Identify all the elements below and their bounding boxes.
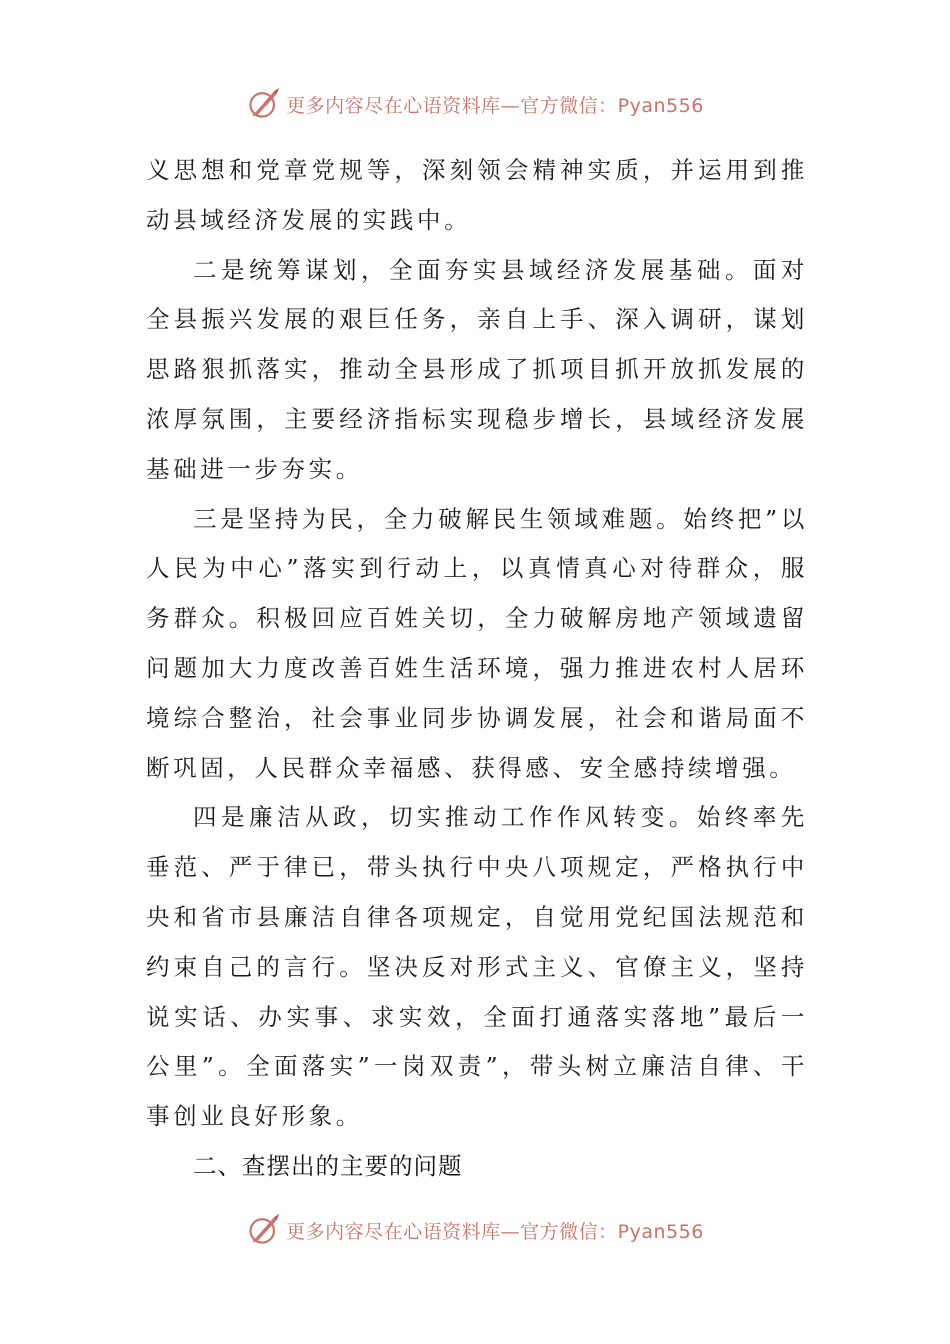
quill-logo-icon	[246, 86, 282, 122]
quill-logo-icon	[246, 1212, 282, 1248]
paragraph-1: 义思想和党章党规等，深刻领会精神实质，并运用到推动县域经济发展的实践中。	[146, 156, 808, 234]
section-heading: 二、查摆出的主要的问题	[193, 1151, 463, 1180]
paragraph-3: 三是坚持为民，全力破解民生领域难题。始终把”以人民为中心”落实到行动上，以真情真心对待群众，服务群众。积极回应百姓关切，全力破解房地产领域遗留问题加大力度改善百姓生活环境，强力推进农村人居环境综合整治，社会事业同步协调发展，社会和谐局面不断巩固，人民群众幸福感、获得感、安全感持续增强。	[146, 504, 808, 782]
watermark-text: 更多内容尽在心语资料库—官方微信：Pyan556	[286, 94, 704, 117]
paragraph-2: 二是统筹谋划，全面夯实县域经济发展基础。面对全县振兴发展的艰巨任务，亲自上手、深入调研，谋划思路狠抓落实，推动全县形成了抓项目抓开放抓发展的浓厚氛围，主要经济指标实现稳步增长，县域经济发展基础进一步夯实。	[146, 255, 808, 483]
header-watermark	[0, 84, 950, 124]
document-body	[146, 146, 808, 1192]
paragraph-4: 四是廉洁从政，切实推动工作作风转变。始终率先垂范、严于律已，带头执行中央八项规定，严格执行中央和省市县廉洁自律各项规定，自觉用党纪国法规范和约束自己的言行。坚决反对形式主义、官僚主义，坚持说实话、办实事、求实效，全面打通落实落地”最后一公里”。全面落实”一岗双责”，带头树立廉洁自律、干事创业良好形象。	[146, 803, 808, 1131]
footer-watermark	[0, 1210, 950, 1250]
watermark-text: 更多内容尽在心语资料库—官方微信：Pyan556	[286, 1220, 704, 1243]
